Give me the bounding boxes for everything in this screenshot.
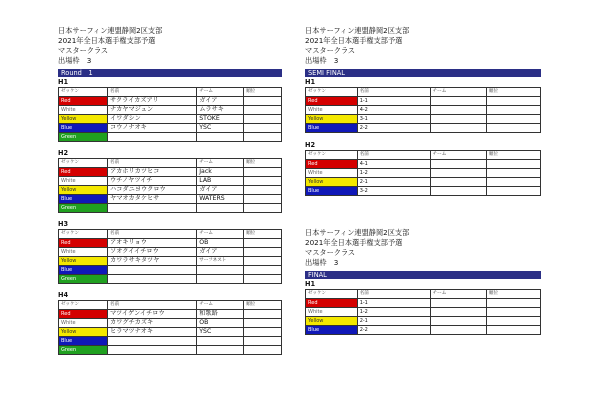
rank-cell: [244, 328, 282, 337]
table-row: [59, 239, 282, 248]
surfer-name-cell: アカホリカツヒコ: [108, 168, 197, 177]
heat-header-row: [306, 151, 541, 160]
rank-cell: [244, 177, 282, 186]
table-row: [306, 326, 541, 335]
table-row: [306, 124, 541, 133]
table-row: [59, 115, 282, 124]
rank-cell: [244, 346, 282, 355]
table-row: [59, 124, 282, 133]
bib-color-cell: Yellow: [306, 317, 358, 326]
table-row: [306, 169, 541, 178]
column-header: 名前: [108, 88, 197, 97]
bib-color-cell: Yellow: [59, 328, 108, 337]
rank-cell: [486, 115, 540, 124]
column-header: ゼッケン: [59, 230, 108, 239]
team-cell: [197, 133, 244, 142]
bib-color-cell: White: [59, 177, 108, 186]
surfer-name-cell: カワラサキタツヤ: [108, 257, 197, 266]
team-cell: 和歌路: [197, 310, 244, 319]
table-row: [59, 257, 282, 266]
column-header: ゼッケン: [59, 301, 108, 310]
bib-color-cell: Red: [59, 168, 108, 177]
final-heats: [305, 280, 541, 335]
rank-cell: [486, 308, 540, 317]
team-cell: LAB: [197, 177, 244, 186]
team-cell: [430, 115, 486, 124]
heat-table: [305, 87, 541, 133]
team-cell: [430, 299, 486, 308]
bib-color-cell: Yellow: [59, 257, 108, 266]
table-row: [306, 308, 541, 317]
team-cell: Jack: [197, 168, 244, 177]
heat-label: H1: [305, 78, 316, 86]
bib-color-cell: White: [59, 319, 108, 328]
rank-cell: [486, 169, 540, 178]
heat-label: H3: [58, 220, 69, 228]
team-cell: [197, 346, 244, 355]
team-cell: [430, 124, 486, 133]
table-row: [59, 328, 282, 337]
rank-cell: [244, 195, 282, 204]
surfer-name-cell: アオキリョウ: [108, 239, 197, 248]
bib-color-cell: White: [306, 106, 358, 115]
surfer-name-cell: 2-2: [357, 326, 430, 335]
bib-color-cell: Blue: [59, 266, 108, 275]
federation-title: 日本サーフィン連盟静岡2区支部: [58, 26, 163, 35]
bib-color-cell: Red: [59, 97, 108, 106]
surfer-name-cell: 2-1: [357, 178, 430, 187]
round1-sheet: [58, 26, 282, 355]
semifinal-sheet: [305, 26, 541, 196]
surfer-name-cell: 1-1: [357, 299, 430, 308]
rank-cell: [486, 326, 540, 335]
table-row: [306, 187, 541, 196]
heat-table: [58, 87, 282, 142]
heat-label: H2: [305, 141, 316, 149]
heat-table: [58, 300, 282, 355]
rank-cell: [244, 319, 282, 328]
rank-cell: [486, 317, 540, 326]
column-header: 名前: [357, 88, 430, 97]
table-row: [59, 177, 282, 186]
surfer-name-cell: マツイゲンイチロウ: [108, 310, 197, 319]
bib-color-cell: White: [59, 248, 108, 257]
heat-header-row: [306, 290, 541, 299]
quota-text: 出場枠 3: [305, 258, 339, 267]
table-row: [59, 195, 282, 204]
class-title: マスタークラス: [305, 46, 356, 55]
team-cell: ムラサキ: [197, 106, 244, 115]
bib-color-cell: White: [306, 169, 358, 178]
bib-color-cell: Yellow: [306, 115, 358, 124]
bib-color-cell: Green: [59, 204, 108, 213]
column-header: 順位: [486, 290, 540, 299]
bib-color-cell: Green: [59, 133, 108, 142]
heat-header-row: [59, 230, 282, 239]
class-title: マスタークラス: [58, 46, 109, 55]
round1-heats: [58, 78, 282, 355]
rank-cell: [486, 97, 540, 106]
heat-table: [58, 229, 282, 284]
table-row: [59, 186, 282, 195]
column-header: 名前: [357, 290, 430, 299]
rank-cell: [486, 160, 540, 169]
event-title: 2021年全日本選手権支部予選: [305, 238, 403, 247]
team-cell: [197, 266, 244, 275]
heat-label: H4: [58, 291, 69, 299]
table-row: [59, 204, 282, 213]
surfer-name-cell: ヤマオカタケヒサ: [108, 195, 197, 204]
table-row: [59, 266, 282, 275]
team-cell: STOKE: [197, 115, 244, 124]
bib-color-cell: Yellow: [59, 186, 108, 195]
federation-title: 日本サーフィン連盟静岡2区支部: [305, 26, 410, 35]
surfer-name-cell: 4-2: [357, 106, 430, 115]
heat-spacer: [58, 213, 282, 219]
column-header: ゼッケン: [306, 88, 358, 97]
team-cell: [430, 178, 486, 187]
table-row: [306, 299, 541, 308]
rank-cell: [244, 266, 282, 275]
table-row: [59, 275, 282, 284]
surfer-name-cell: 3-1: [357, 115, 430, 124]
bib-color-cell: Red: [306, 97, 358, 106]
heat-table: [58, 158, 282, 213]
heat-table: [305, 150, 541, 196]
team-cell: [430, 106, 486, 115]
team-cell: YSC: [197, 328, 244, 337]
quota-text: 出場枠 3: [305, 56, 339, 65]
surfer-name-cell: カワグチカズキ: [108, 319, 197, 328]
final-sheet: [305, 228, 541, 335]
column-header: 順位: [244, 230, 282, 239]
surfer-name-cell: ウチノヤツイチ: [108, 177, 197, 186]
team-cell: [430, 97, 486, 106]
bib-color-cell: Red: [306, 160, 358, 169]
column-header: 名前: [108, 159, 197, 168]
round1-band: Round 1: [58, 69, 282, 77]
rank-cell: [244, 115, 282, 124]
surfer-name-cell: 2-2: [357, 124, 430, 133]
bib-color-cell: Blue: [306, 187, 358, 196]
table-row: [59, 106, 282, 115]
surfer-name-cell: 1-1: [357, 97, 430, 106]
semifinal-heats: [305, 78, 541, 196]
column-header: 名前: [108, 301, 197, 310]
bib-color-cell: White: [59, 106, 108, 115]
surfer-name-cell: イワダシン: [108, 115, 197, 124]
bib-color-cell: Red: [59, 239, 108, 248]
rank-cell: [244, 257, 282, 266]
bib-color-cell: Blue: [59, 337, 108, 346]
column-header: 名前: [108, 230, 197, 239]
table-row: [59, 346, 282, 355]
surfer-name-cell: [108, 266, 197, 275]
surfer-name-cell: ソオクイイチロウ: [108, 248, 197, 257]
surfer-name-cell: ヒラマツナオキ: [108, 328, 197, 337]
surfer-name-cell: 3-2: [357, 187, 430, 196]
final-band: FINAL: [305, 271, 541, 279]
surfer-name-cell: [108, 133, 197, 142]
surfer-name-cell: [108, 346, 197, 355]
team-cell: サーフネスト: [197, 257, 244, 266]
table-row: [59, 97, 282, 106]
table-row: [306, 178, 541, 187]
rank-cell: [244, 97, 282, 106]
column-header: ゼッケン: [306, 151, 358, 160]
rank-cell: [244, 239, 282, 248]
bib-color-cell: Green: [59, 346, 108, 355]
team-cell: YSC: [197, 124, 244, 133]
surfer-name-cell: 2-1: [357, 317, 430, 326]
team-cell: [430, 169, 486, 178]
rank-cell: [486, 187, 540, 196]
table-row: [59, 319, 282, 328]
table-row: [59, 248, 282, 257]
team-cell: ガイア: [197, 97, 244, 106]
class-title: マスタークラス: [305, 248, 356, 257]
heat-header-row: [306, 88, 541, 97]
rank-cell: [244, 248, 282, 257]
bib-color-cell: Green: [59, 275, 108, 284]
heat-label: H2: [58, 149, 69, 157]
heat-header-row: [59, 301, 282, 310]
table-row: [59, 310, 282, 319]
bib-color-cell: White: [306, 308, 358, 317]
rank-cell: [244, 310, 282, 319]
team-cell: [197, 337, 244, 346]
column-header: ゼッケン: [59, 88, 108, 97]
surfer-name-cell: コウノナオキ: [108, 124, 197, 133]
team-cell: [197, 204, 244, 213]
heat-spacer: [58, 284, 282, 290]
column-header: 順位: [244, 301, 282, 310]
rank-cell: [486, 106, 540, 115]
heat-label: H1: [58, 78, 69, 86]
column-header: ゼッケン: [306, 290, 358, 299]
table-row: [306, 97, 541, 106]
heat-spacer: [58, 142, 282, 148]
event-title: 2021年全日本選手権支部予選: [305, 36, 403, 45]
team-cell: OB: [197, 239, 244, 248]
bib-color-cell: Red: [306, 299, 358, 308]
table-row: [59, 168, 282, 177]
bib-color-cell: Blue: [306, 124, 358, 133]
column-header: チーム: [197, 301, 244, 310]
team-cell: [430, 317, 486, 326]
column-header: チーム: [197, 230, 244, 239]
column-header: チーム: [197, 88, 244, 97]
heat-header-row: [59, 159, 282, 168]
surfer-name-cell: サクライカズアリ: [108, 97, 197, 106]
rank-cell: [244, 186, 282, 195]
team-cell: WATERS: [197, 195, 244, 204]
rank-cell: [244, 337, 282, 346]
column-header: チーム: [430, 290, 486, 299]
bib-color-cell: Blue: [306, 326, 358, 335]
semifinal-band: SEMI FINAL: [305, 69, 541, 77]
column-header: ゼッケン: [59, 159, 108, 168]
quota-text: 出場枠 3: [58, 56, 92, 65]
federation-title: 日本サーフィン連盟静岡2区支部: [305, 228, 410, 237]
team-cell: [430, 187, 486, 196]
heat-spacer: [305, 133, 541, 140]
team-cell: [430, 308, 486, 317]
table-row: [306, 160, 541, 169]
bib-color-cell: Blue: [59, 124, 108, 133]
team-cell: OB: [197, 319, 244, 328]
team-cell: [197, 275, 244, 284]
surfer-name-cell: ハコダニヨウクロウ: [108, 186, 197, 195]
table-row: [59, 337, 282, 346]
heat-table: [305, 289, 541, 335]
rank-cell: [244, 106, 282, 115]
surfer-name-cell: ナカヤマジュン: [108, 106, 197, 115]
rank-cell: [486, 299, 540, 308]
surfer-name-cell: 1-2: [357, 308, 430, 317]
table-row: [59, 133, 282, 142]
bib-color-cell: Blue: [59, 195, 108, 204]
rank-cell: [486, 178, 540, 187]
heat-header-row: [59, 88, 282, 97]
bib-color-cell: Red: [59, 310, 108, 319]
column-header: 順位: [244, 159, 282, 168]
team-cell: ガイア: [197, 248, 244, 257]
rank-cell: [244, 204, 282, 213]
bib-color-cell: Yellow: [59, 115, 108, 124]
rank-cell: [244, 133, 282, 142]
column-header: チーム: [430, 151, 486, 160]
team-cell: [430, 160, 486, 169]
column-header: 順位: [486, 88, 540, 97]
rank-cell: [244, 275, 282, 284]
table-row: [306, 317, 541, 326]
column-header: 順位: [244, 88, 282, 97]
surfer-name-cell: 4-1: [357, 160, 430, 169]
bib-color-cell: Yellow: [306, 178, 358, 187]
surfer-name-cell: 1-2: [357, 169, 430, 178]
column-header: 名前: [357, 151, 430, 160]
rank-cell: [486, 124, 540, 133]
table-row: [306, 115, 541, 124]
column-header: チーム: [197, 159, 244, 168]
team-cell: [430, 326, 486, 335]
heat-label: H1: [305, 280, 316, 288]
column-header: チーム: [430, 88, 486, 97]
surfer-name-cell: [108, 337, 197, 346]
rank-cell: [244, 168, 282, 177]
surfer-name-cell: [108, 204, 197, 213]
rank-cell: [244, 124, 282, 133]
column-header: 順位: [486, 151, 540, 160]
surfer-name-cell: [108, 275, 197, 284]
team-cell: ガイア: [197, 186, 244, 195]
table-row: [306, 106, 541, 115]
event-title: 2021年全日本選手権支部予選: [58, 36, 156, 45]
